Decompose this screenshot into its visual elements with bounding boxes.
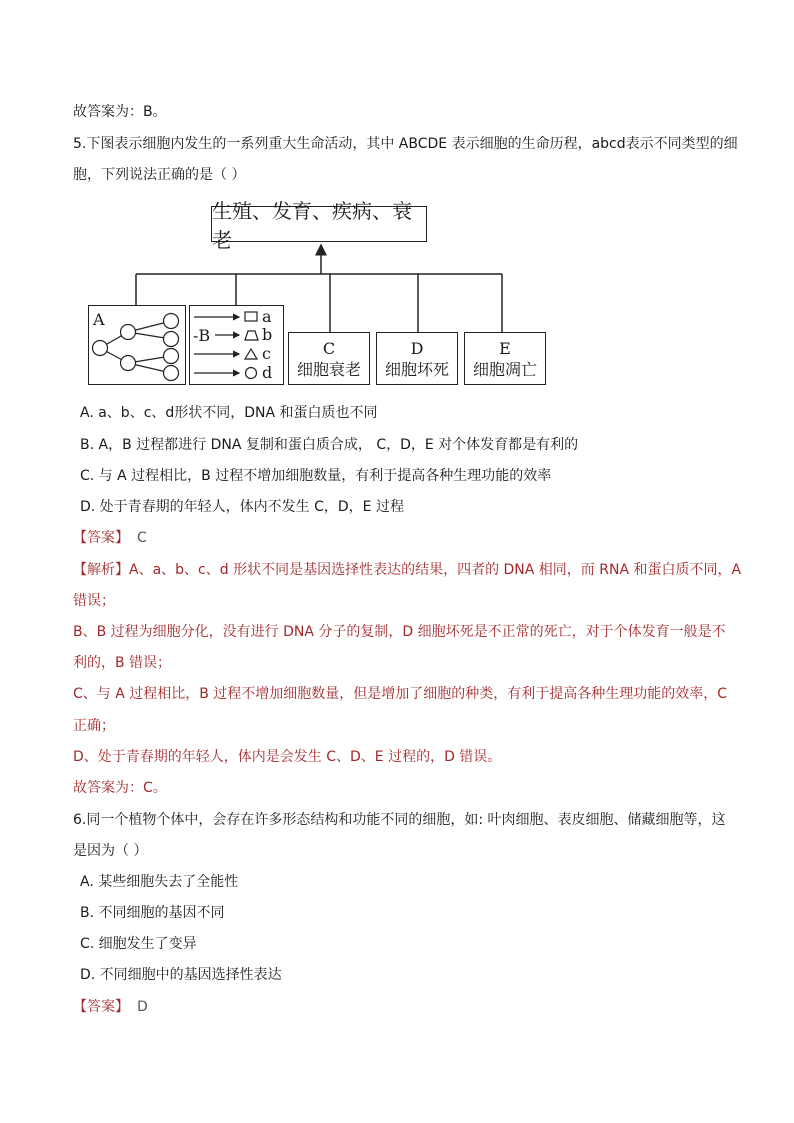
cell-division-tree	[88, 305, 186, 385]
figure-top-box	[211, 199, 427, 252]
q6-stem-line2: 是因为（ ）	[73, 843, 148, 859]
answer-value: C	[137, 530, 147, 546]
q5-conclusion: 故答案为：C。	[73, 780, 167, 796]
q5-stem-line1: 5.下图表示细胞内发生的一系列重大生命活动，其中 ABCDE 表示细胞的生命历程，abcd表示不同类型的细	[73, 136, 738, 152]
q5-analysis-line3: B、B 过程为细胞分化，没有进行 DNA 分子的复制，D 细胞坏死是不正常的死亡，对于个体发育一般是不	[73, 624, 726, 640]
q5-option-c: C. 与 A 过程相比，B 过程不增加细胞数量，有利于提高各种生理功能的效率	[80, 468, 552, 484]
cell-circle	[163, 348, 178, 363]
cell-circle	[120, 324, 135, 339]
q5-option-b: B. A，B 过程都进行 DNA 复制和蛋白质合成， C，D，E 对个体发育都是有利的	[80, 437, 579, 453]
figure-box-b-label: -B	[193, 326, 211, 345]
b-output-a: a	[262, 307, 272, 326]
q5-analysis-line1	[73, 560, 741, 580]
b-output-d: d	[262, 363, 273, 382]
rectangle-cell-icon	[245, 312, 257, 321]
answer-value: D	[137, 999, 148, 1015]
answer-tag: 【答案】	[73, 999, 129, 1015]
q5-analysis-line7: D、处于青春期的年轻人，体内是会发生 C、D、E 过程的，D 错误。	[73, 749, 502, 765]
analysis-text: A、a、b、c、d 形状不同是基因选择性表达的结果，四者的 DNA 相同，而 RNA 和蛋白质不同，A	[129, 562, 742, 578]
q6-option-d: D. 不同细胞中的基因选择性表达	[80, 967, 282, 983]
q6-option-a: A. 某些细胞失去了全能性	[80, 874, 239, 890]
cell-circle	[163, 313, 178, 328]
q5-stem-line2: 胞，下列说法正确的是（ ）	[73, 167, 246, 183]
q5-option-d: D. 处于青春期的年轻人，体内不发生 C，D，E 过程	[80, 499, 404, 515]
q5-analysis-line2: 错误；	[73, 593, 115, 609]
cell-circle	[120, 355, 135, 370]
trapezoid-cell-icon	[245, 331, 258, 340]
figure-box-b	[189, 305, 284, 385]
cell-circle	[163, 331, 178, 346]
figure-box-e	[464, 332, 546, 385]
q5-analysis-line4: 利的，B 错误；	[73, 655, 172, 671]
cell-circle	[163, 365, 178, 380]
box-c-text: 细胞衰老	[296, 360, 361, 379]
figure-top-box-text: 生殖、发育、疾病、衰老	[212, 199, 412, 252]
box-c-letter: C	[322, 339, 336, 358]
q5-analysis-line6: 正确；	[73, 718, 115, 734]
analysis-tag: 【解析】	[73, 562, 129, 578]
box-e-text: 细胞凋亡	[472, 360, 537, 379]
box-d-text: 细胞坏死	[384, 360, 449, 379]
box-e-letter: E	[499, 339, 511, 358]
box-d-letter: D	[410, 339, 424, 358]
q5-answer	[73, 528, 147, 548]
q5-option-a: A. a、b、c、d形状不同，DNA 和蛋白质也不同	[80, 405, 378, 421]
answer-tag: 【答案】	[73, 530, 129, 546]
cell-circle	[92, 340, 107, 355]
b-output-c: c	[262, 344, 271, 363]
figure-box-d	[376, 332, 458, 385]
q5-figure	[88, 199, 548, 387]
b-output-b: b	[262, 325, 273, 344]
q5-analysis-line5: C、与 A 过程相比，B 过程不增加细胞数量，但是增加了细胞的种类，有利于提高各种生理功能的效率，C	[73, 686, 728, 702]
figure-box-a-label: A	[93, 310, 105, 329]
q6-stem-line1: 6.同一个植物个体中，会存在许多形态结构和功能不同的细胞，如: 叶肉细胞、表皮细胞、储藏细胞等，这	[73, 812, 726, 828]
figure-box-c	[288, 332, 370, 385]
q6-option-b: B. 不同细胞的基因不同	[80, 905, 225, 921]
q6-answer	[73, 997, 148, 1017]
prev-conclusion: 故答案为：B。	[73, 104, 167, 120]
figure-box-a	[88, 305, 186, 385]
triangle-cell-icon	[245, 349, 257, 359]
circle-cell-icon	[245, 367, 256, 378]
q6-option-c: C. 细胞发生了变异	[80, 936, 197, 952]
